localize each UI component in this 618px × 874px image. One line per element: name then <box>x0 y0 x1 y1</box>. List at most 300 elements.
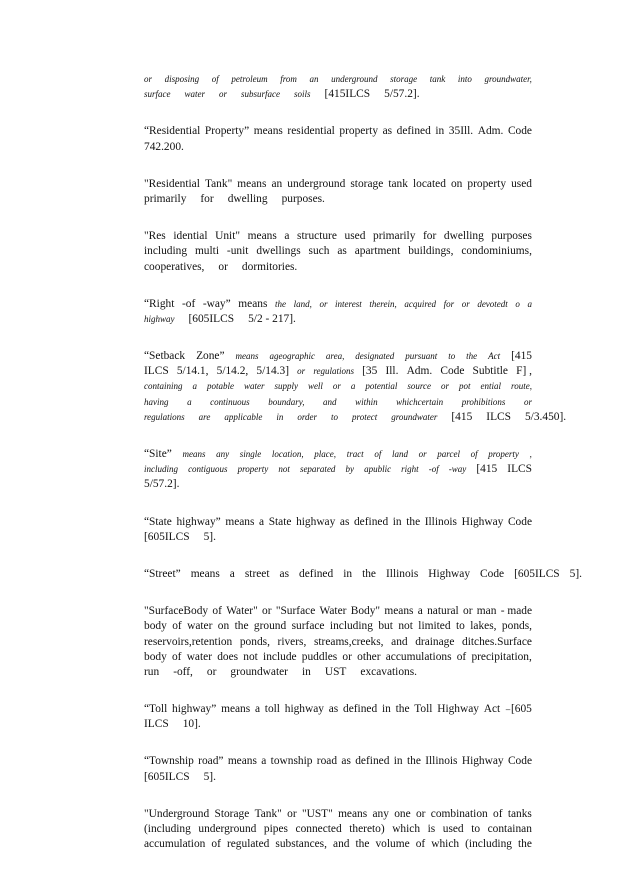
word: substances, <box>275 838 327 851</box>
word: of <box>211 838 221 851</box>
word: applicable <box>224 411 263 422</box>
word: place, <box>314 449 337 459</box>
text-line <box>144 665 532 680</box>
word: “Township <box>144 755 194 768</box>
word: Adm. <box>406 365 433 378</box>
word: defined <box>353 515 389 528</box>
word: interest <box>335 298 362 309</box>
text-line <box>144 410 567 425</box>
word: right <box>401 464 419 475</box>
word: the <box>406 515 421 528</box>
word: subsurface <box>241 89 281 100</box>
word: or <box>319 298 328 309</box>
word: means <box>238 297 268 310</box>
word: water <box>186 650 212 663</box>
word: Code <box>507 515 532 528</box>
word: -of <box>181 297 196 310</box>
word: means <box>235 351 259 362</box>
word: of <box>374 449 382 459</box>
word: ponds, <box>239 635 270 648</box>
word: reservoirs,retention <box>144 635 233 648</box>
word: apartment <box>354 245 401 258</box>
word: or <box>418 449 427 459</box>
word: road” <box>198 755 224 768</box>
word: a <box>284 230 290 243</box>
word: parcel <box>437 449 460 459</box>
word: order <box>297 411 318 422</box>
text-line <box>144 192 532 207</box>
text-line <box>144 770 532 785</box>
word: Subtitle <box>472 365 508 378</box>
word: used <box>442 823 464 835</box>
word: in <box>301 665 311 678</box>
word: disposing <box>164 74 200 84</box>
text-line <box>144 717 532 732</box>
word: regulations <box>144 411 185 422</box>
word: Water <box>319 605 347 618</box>
word: connected <box>295 823 342 835</box>
text-line <box>144 72 532 87</box>
word: Tank" <box>204 177 233 190</box>
word: does <box>217 650 239 663</box>
word: highway <box>284 703 324 716</box>
word: containan <box>487 823 532 835</box>
word: "Res <box>144 230 166 243</box>
word: defined <box>299 567 334 580</box>
word: volume <box>375 838 410 851</box>
word: “Toll <box>144 703 168 716</box>
word: Unit" <box>215 230 241 243</box>
word: means <box>227 755 257 768</box>
word: include <box>263 650 297 663</box>
text-line <box>144 379 532 394</box>
word: ditches.Surface <box>462 635 532 648</box>
word: continuous <box>210 396 250 407</box>
word: any <box>372 807 389 820</box>
word: apublic <box>364 464 392 475</box>
word: 5]. <box>203 530 216 543</box>
word: or <box>297 366 306 377</box>
word: property <box>339 125 379 138</box>
word: or <box>523 396 532 407</box>
word: a <box>261 755 267 768</box>
word: or <box>206 665 217 678</box>
word: Code <box>480 567 505 580</box>
text-line <box>144 260 532 275</box>
word: ILCS <box>144 365 169 378</box>
text-line <box>144 604 532 619</box>
word: are <box>198 411 211 422</box>
word: Zone” <box>196 350 225 363</box>
word: not <box>398 620 413 633</box>
word: other <box>357 650 381 663</box>
word: or <box>332 381 341 392</box>
word: tract <box>346 449 364 459</box>
word: Toll <box>414 703 433 716</box>
word: drainage <box>415 635 455 648</box>
word: purposes <box>491 230 532 243</box>
word: -off, <box>173 665 193 678</box>
word: the <box>518 838 532 851</box>
word: ential <box>480 381 502 392</box>
word: into <box>457 74 472 84</box>
word: means <box>237 177 267 190</box>
word: multi <box>194 245 219 258</box>
word: pipes <box>263 823 288 835</box>
word: or <box>342 650 352 663</box>
word: ILCS <box>486 410 511 423</box>
word: streams,creeks, <box>313 635 384 648</box>
word: , <box>529 449 532 459</box>
word: a <box>527 298 532 309</box>
word: or <box>218 260 228 273</box>
word: 5/2 - 217]. <box>248 312 296 325</box>
word: -of <box>428 464 439 475</box>
word: therein, <box>369 298 397 309</box>
word: primarily <box>373 230 416 243</box>
word: in <box>276 411 284 422</box>
word: on <box>450 177 463 190</box>
word: cooperatives, <box>144 260 205 273</box>
word: or <box>463 605 473 618</box>
word: prohibitions <box>461 396 506 407</box>
word: not <box>243 650 258 663</box>
word: thereto) <box>349 823 385 835</box>
word: means <box>247 230 277 243</box>
word: to <box>455 620 465 633</box>
word: Illinois <box>425 755 458 768</box>
word: an <box>271 177 283 190</box>
word: structure <box>297 230 337 243</box>
word: "Residential <box>144 177 200 190</box>
word: accumulation <box>144 838 206 851</box>
definition-paragraph <box>144 297 532 327</box>
word: groundwater <box>391 411 438 422</box>
word: protect <box>352 411 378 422</box>
word: area, <box>325 351 345 362</box>
word: Highway <box>461 515 504 528</box>
text-line <box>144 124 532 139</box>
word: or <box>144 74 153 84</box>
word: regulations <box>313 366 354 377</box>
word: land, <box>293 298 312 309</box>
word: located <box>413 177 446 190</box>
word: separated <box>299 464 336 475</box>
definition-paragraph <box>144 177 532 207</box>
word: combination <box>430 807 488 820</box>
word: the <box>406 755 421 768</box>
word: highway” <box>172 703 217 716</box>
word: means <box>221 703 251 716</box>
word: designated <box>355 351 395 362</box>
word: means <box>190 567 220 580</box>
word: which <box>392 823 421 835</box>
word: defined <box>343 703 378 716</box>
word: 5/57.2]. <box>144 478 180 491</box>
word: acquired <box>404 298 436 309</box>
word: [415ILCS <box>324 88 371 101</box>
word: lakes, <box>470 620 497 633</box>
word: underground <box>287 177 346 190</box>
word: any <box>216 449 230 459</box>
word: [605ILCS <box>188 312 235 325</box>
word: Property” <box>204 125 250 138</box>
word: 742.200. <box>144 140 184 153</box>
text-line <box>144 477 532 492</box>
word: or <box>219 89 228 100</box>
word: a <box>417 605 423 618</box>
word: State <box>268 515 292 528</box>
word: on <box>217 620 230 633</box>
text-line <box>144 177 532 192</box>
word: 5/14.1, <box>176 365 209 378</box>
word: 5]. <box>203 770 216 783</box>
text-line <box>144 702 532 717</box>
word: in <box>343 567 353 580</box>
word: Highway <box>461 755 504 768</box>
word: contiguous <box>188 464 228 475</box>
word: as <box>337 245 347 258</box>
word: including <box>329 620 373 633</box>
word: “Setback <box>144 350 186 363</box>
word: water <box>187 620 213 633</box>
word: ground <box>253 620 287 633</box>
word: single <box>239 449 262 459</box>
word: dwellings <box>256 245 301 258</box>
word: and <box>391 635 408 648</box>
word: the <box>395 703 410 716</box>
text-line <box>144 312 532 327</box>
word: precipitation, <box>471 650 532 663</box>
word: road <box>316 755 338 768</box>
word: [415 <box>476 463 498 476</box>
text-line <box>144 650 532 665</box>
word: of <box>493 807 503 820</box>
word: as <box>339 515 350 528</box>
word: dwelling <box>443 230 484 243</box>
word: Highway <box>428 567 471 580</box>
text-line <box>144 567 582 582</box>
word: Act <box>483 703 501 716</box>
word: within <box>355 396 378 407</box>
word: surface <box>144 89 171 100</box>
word: containing <box>144 381 183 392</box>
word: petroleum <box>231 74 268 84</box>
text-line <box>144 515 532 530</box>
word: - made <box>500 605 532 618</box>
word: for <box>200 192 214 205</box>
word: tank <box>388 177 408 190</box>
text-line <box>144 530 532 545</box>
word: 5]. <box>569 567 582 580</box>
word: a <box>192 381 197 392</box>
word: body <box>144 650 167 663</box>
text-line <box>144 297 532 312</box>
word: condominiums, <box>461 245 532 258</box>
word: highway <box>296 515 336 528</box>
word: and <box>323 396 337 407</box>
word: ponds, <box>501 620 532 633</box>
text-line <box>144 349 532 364</box>
text-line <box>144 229 532 244</box>
word: in <box>393 755 403 768</box>
word: potential <box>365 381 398 392</box>
word: for <box>443 298 455 309</box>
word: which <box>431 838 460 851</box>
word: soils <box>294 89 311 100</box>
word: highway” <box>176 515 221 528</box>
word: primarily <box>144 192 187 205</box>
word: of <box>211 74 219 84</box>
word: property <box>467 177 507 190</box>
word: Code <box>507 755 532 768</box>
word: “Street” <box>144 567 181 580</box>
word: in <box>435 125 445 138</box>
word: tank <box>429 74 446 84</box>
word: means <box>225 515 255 528</box>
word: the <box>362 567 376 580</box>
word: a <box>187 396 192 407</box>
word: used <box>511 177 532 190</box>
word: the <box>355 838 370 851</box>
word: excavations. <box>360 665 418 678</box>
word: defined <box>396 125 431 138</box>
word: Body" <box>350 605 381 618</box>
word: toll <box>264 703 280 716</box>
word: [415 <box>451 410 473 423</box>
definition-paragraph <box>144 604 532 680</box>
word: defined <box>355 755 390 768</box>
word: street <box>244 567 270 580</box>
word: land <box>391 449 408 459</box>
word: is <box>427 823 436 835</box>
word: or <box>441 381 450 392</box>
text-line <box>144 822 532 837</box>
word: ₋[605 <box>504 703 532 716</box>
word: the <box>274 298 286 309</box>
word: “State <box>144 515 172 528</box>
word: dwelling <box>227 192 268 205</box>
word: for <box>423 230 437 243</box>
word: buildings, <box>408 245 454 258</box>
word: of <box>415 838 426 851</box>
word: body <box>144 620 167 633</box>
word: and <box>333 838 350 851</box>
word: source <box>407 381 432 392</box>
word: of <box>456 650 467 663</box>
word: supply <box>274 381 298 392</box>
text-line <box>144 619 532 634</box>
word: having <box>144 396 169 407</box>
word: water <box>184 89 206 100</box>
word: [415 <box>511 350 532 363</box>
word: from <box>280 74 297 84</box>
text-line <box>144 364 532 379</box>
word: limited <box>418 620 451 633</box>
definition-paragraph <box>144 754 532 784</box>
word: of <box>470 449 478 459</box>
text-line <box>144 462 532 477</box>
word: as <box>279 567 290 580</box>
text-line <box>144 635 532 650</box>
word: 5/14.3] <box>256 365 290 378</box>
text-line <box>144 807 532 822</box>
word: storage <box>390 74 418 84</box>
word: 5/3.450]. <box>524 410 567 423</box>
word: o <box>515 298 520 309</box>
word: means <box>338 807 368 820</box>
word: potable <box>206 381 234 392</box>
word: dormitories. <box>241 260 298 273</box>
word: the <box>234 620 249 633</box>
word: means <box>182 449 206 459</box>
word: storage <box>350 177 384 190</box>
word: a <box>254 703 261 716</box>
word: Code <box>440 365 465 378</box>
word: Ill. <box>385 365 399 378</box>
word: rivers, <box>277 635 307 648</box>
word: of <box>172 620 182 633</box>
word: man <box>476 605 497 618</box>
word: the <box>466 351 478 362</box>
word: means <box>384 605 414 618</box>
word: not <box>278 464 290 475</box>
word: such <box>308 245 330 258</box>
word: one <box>394 807 411 820</box>
word: [605ILCS <box>144 770 190 783</box>
definition-paragraph <box>144 702 532 732</box>
word: Water" <box>226 605 258 618</box>
word: an <box>309 74 319 84</box>
word: “Right <box>144 297 175 310</box>
word: of <box>171 650 182 663</box>
text-line <box>144 754 532 769</box>
definition-paragraph <box>144 807 532 853</box>
word: means <box>253 125 283 138</box>
word: -way <box>448 464 467 475</box>
word: groundwater <box>230 665 288 678</box>
word: of <box>212 605 222 618</box>
word: a <box>350 381 356 392</box>
word: Act <box>488 351 501 362</box>
definition-paragraph <box>144 229 532 275</box>
word: highway <box>144 313 175 324</box>
word: "Underground <box>144 807 210 820</box>
text-line <box>144 140 532 155</box>
word: as <box>328 703 339 716</box>
word: -way” <box>202 297 231 310</box>
word: in <box>392 515 402 528</box>
word: F] , <box>516 365 532 378</box>
word: 10]. <box>182 718 201 731</box>
word: [605ILCS <box>514 567 560 580</box>
word: (including <box>144 823 191 835</box>
word: Illinois <box>424 515 457 528</box>
word: surface <box>291 620 325 633</box>
word: or <box>415 807 426 820</box>
word: or <box>262 605 272 618</box>
word: to <box>448 351 456 362</box>
word: or <box>287 807 297 820</box>
word: water <box>243 381 265 392</box>
word: Code <box>507 125 532 138</box>
word: as <box>341 755 351 768</box>
word: accumulations <box>385 650 452 663</box>
word: Illinois <box>385 567 419 580</box>
word: underground <box>198 823 257 835</box>
text-line <box>144 837 532 852</box>
word: “Site” <box>144 448 172 460</box>
